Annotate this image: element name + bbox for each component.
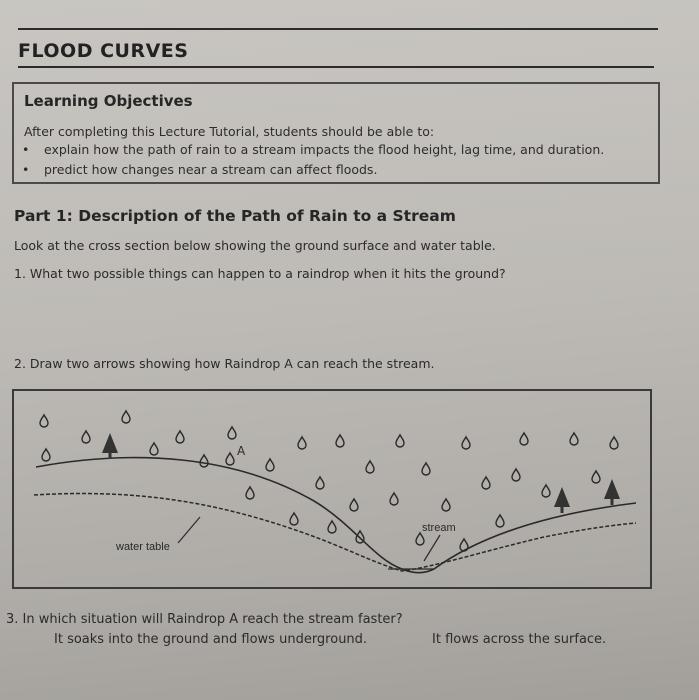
raindrop-icon bbox=[570, 433, 578, 445]
raindrop-icon bbox=[512, 469, 520, 481]
question-3: 3. In which situation will Raindrop A reach the stream faster? bbox=[6, 612, 403, 627]
raindrop-icon bbox=[122, 411, 130, 423]
tree-icon bbox=[102, 433, 118, 459]
raindrop-icon bbox=[42, 449, 50, 461]
top-rule bbox=[18, 28, 658, 30]
raindrop-icon bbox=[228, 427, 236, 439]
raindrop-icon bbox=[496, 515, 504, 527]
raindrop-icon bbox=[336, 435, 344, 447]
raindrop-icon bbox=[520, 433, 528, 445]
raindrop-icon bbox=[542, 485, 550, 497]
tree-icon bbox=[554, 487, 570, 513]
raindrops bbox=[40, 411, 618, 551]
cross-section-diagram bbox=[12, 389, 652, 589]
raindrop-icon bbox=[390, 493, 398, 505]
objective-item bbox=[22, 162, 377, 177]
raindrop-icon bbox=[200, 455, 208, 467]
raindrop-icon bbox=[366, 461, 374, 473]
raindrop-icon bbox=[350, 499, 358, 511]
part-heading: Part 1: Description of the Path of Rain to a Stream bbox=[14, 207, 456, 225]
raindrop-icon bbox=[290, 513, 298, 525]
water-table-label: water table bbox=[116, 541, 170, 553]
raindrop-icon bbox=[40, 415, 48, 427]
answer-option-surface[interactable]: It flows across the surface. bbox=[432, 632, 607, 647]
bullet-icon: • bbox=[22, 142, 30, 157]
ground-surface-line bbox=[36, 458, 636, 573]
raindrop-icon bbox=[610, 437, 618, 449]
instruction-text: Look at the cross section below showing the ground surface and water table. bbox=[14, 238, 496, 253]
objective-item bbox=[22, 142, 604, 157]
tree-icon bbox=[604, 479, 620, 505]
raindrop-icon bbox=[82, 431, 90, 443]
raindrop-icon bbox=[246, 487, 254, 499]
objective-text: predict how changes near a stream can affect floods. bbox=[44, 162, 378, 177]
raindrop-icon bbox=[482, 477, 490, 489]
raindrop-icon bbox=[460, 539, 468, 551]
learning-objectives-box bbox=[12, 82, 660, 184]
objectives-intro: After completing this Lecture Tutorial, students should be able to: bbox=[24, 124, 435, 139]
raindrop-icon bbox=[462, 437, 470, 449]
raindrop-icon bbox=[422, 463, 430, 475]
title-rule bbox=[18, 66, 654, 68]
raindrop-icon bbox=[150, 443, 158, 455]
raindrop-icon bbox=[266, 459, 274, 471]
objectives-heading: Learning Objectives bbox=[24, 92, 193, 110]
stream-pointer bbox=[424, 535, 440, 561]
raindrop-icon bbox=[176, 431, 184, 443]
question-1: 1. What two possible things can happen to a raindrop when it hits the ground? bbox=[14, 266, 506, 281]
water-table-pointer bbox=[178, 517, 200, 543]
raindrop-a-label: A bbox=[237, 444, 246, 458]
question-2: 2. Draw two arrows showing how Raindrop A can reach the stream. bbox=[14, 356, 435, 371]
stream-label: stream bbox=[422, 522, 456, 534]
cross-section-svg bbox=[14, 391, 650, 587]
raindrop-icon bbox=[442, 499, 450, 511]
raindrop-icon bbox=[396, 435, 404, 447]
raindrop-icon bbox=[316, 477, 324, 489]
raindrop-icon bbox=[328, 521, 336, 533]
raindrop-icon bbox=[416, 533, 424, 545]
bullet-icon: • bbox=[22, 162, 30, 177]
objective-text: explain how the path of rain to a stream impacts the flood height, lag time, and duration. bbox=[44, 142, 605, 157]
raindrop-a-icon bbox=[226, 453, 234, 465]
raindrop-icon bbox=[298, 437, 306, 449]
answer-option-underground[interactable]: It soaks into the ground and flows underground. bbox=[54, 632, 368, 647]
page-title: FLOOD CURVES bbox=[18, 40, 189, 62]
raindrop-icon bbox=[592, 471, 600, 483]
